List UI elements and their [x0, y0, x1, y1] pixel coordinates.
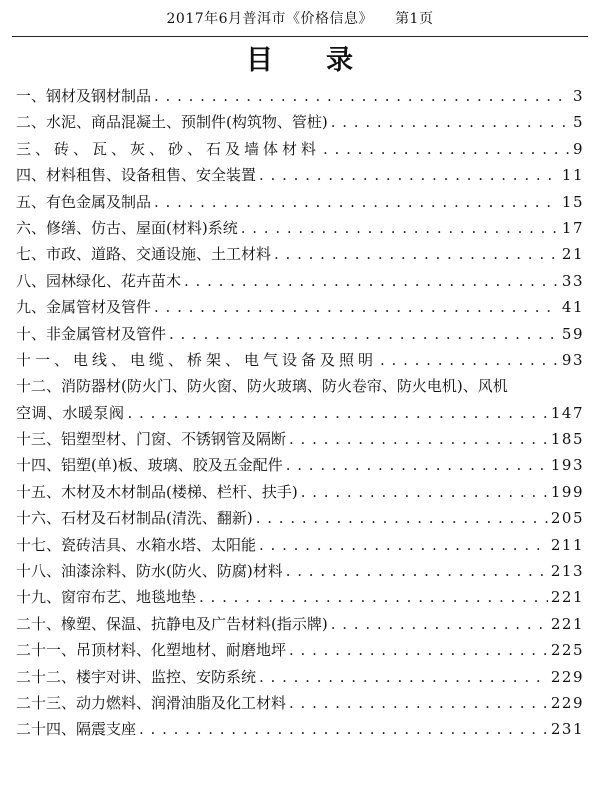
- toc-entry-page: 33: [561, 271, 584, 290]
- toc-entry-label: 五、有色金属及制品: [16, 192, 152, 211]
- toc-entry-label: 八、园林绿化、花卉苗木: [16, 271, 182, 290]
- toc-entry-label: 十四、铝塑(单)板、玻璃、胶及五金配件: [16, 456, 283, 475]
- toc-leader-dots: [184, 268, 559, 294]
- toc-leader-dots: [259, 664, 548, 690]
- toc-entry-page: 3: [572, 87, 584, 105]
- toc-entry-label: 二十一、吊顶材料、化塑地材、耐磨地坪: [16, 641, 287, 660]
- toc-entry-23[interactable]: [16, 690, 584, 716]
- toc-entry-page: 211: [550, 535, 584, 554]
- toc-entry-label: 六、修缮、仿古、屋面(材料)系统: [16, 218, 238, 237]
- toc-entry-label: 九、金属管材及管件: [16, 298, 152, 317]
- toc-entry-page: 93: [561, 350, 584, 369]
- toc-entry-label: 三、砖、瓦、灰、砂、石及墙体材料: [16, 139, 321, 158]
- toc-entry-label: 十、非金属管材及管件: [16, 324, 167, 343]
- header-text: 2017年6月普洱市《价格信息》: [166, 11, 374, 27]
- toc-entry-12[interactable]: [16, 373, 584, 399]
- toc-entry-page: 59: [561, 324, 584, 343]
- header-rule: [12, 36, 588, 37]
- toc-entry-4[interactable]: [16, 162, 584, 188]
- toc-entry-12-continued[interactable]: [16, 400, 584, 426]
- toc-entry-19[interactable]: [16, 584, 584, 610]
- toc-entry-21[interactable]: [16, 637, 584, 663]
- toc-leader-dots: [259, 162, 559, 188]
- toc-entry-14[interactable]: [16, 452, 584, 478]
- toc-entry-16[interactable]: [16, 505, 584, 531]
- toc-entry-page: 231: [550, 720, 584, 739]
- toc-entry-3[interactable]: [16, 136, 584, 162]
- toc-leader-dots: [154, 83, 570, 109]
- header-page-number: 第1页: [395, 11, 434, 27]
- toc-entry-page: 17: [561, 218, 584, 237]
- toc-entry-5[interactable]: [16, 189, 584, 215]
- toc-entry-label: 二十三、动力燃料、润滑油脂及化工材料: [16, 693, 287, 712]
- toc-entry-13[interactable]: [16, 426, 584, 452]
- toc-leader-dots: [331, 109, 570, 135]
- toc-entry-label: 十一、电线、电缆、桥架、电气设备及照明: [16, 350, 378, 369]
- page-title: [0, 38, 600, 77]
- toc-entry-page: 213: [550, 562, 584, 581]
- toc-leader-dots: [259, 532, 548, 558]
- toc-leader-dots: [256, 505, 548, 531]
- toc-leader-dots: [380, 347, 559, 373]
- title-char-2: 录: [326, 45, 354, 76]
- toc-leader-dots: [139, 716, 548, 742]
- toc-entry-label: 四、材料租售、设备租售、安全装置: [16, 166, 257, 185]
- toc-leader-dots: [128, 400, 548, 426]
- toc-leader-dots: [154, 189, 559, 215]
- toc-leader-dots: [289, 426, 548, 452]
- toc-entry-label: 十二、消防器材(防火门、防火窗、防火玻璃、防火卷帘、防火电机)、风机: [16, 377, 508, 396]
- toc-entry-label: 十六、石材及石材制品(清洗、翻新): [16, 509, 253, 528]
- toc-entry-label: 七、市政、道路、交通设施、土工材料: [16, 245, 272, 264]
- toc-leader-dots: [286, 452, 548, 478]
- toc-entry-2[interactable]: [16, 109, 584, 135]
- table-of-contents: [16, 83, 584, 743]
- toc-entry-label: 十八、油漆涂料、防水(防火、防腐)材料: [16, 562, 283, 581]
- toc-leader-dots: [289, 637, 548, 663]
- toc-entry-label: 二十、橡塑、保温、抗静电及广告材料(指示牌): [16, 614, 328, 633]
- toc-entry-22[interactable]: [16, 664, 584, 690]
- toc-entry-page: 15: [561, 192, 584, 211]
- toc-entry-page: 199: [550, 482, 584, 501]
- toc-entry-page: 193: [550, 456, 584, 475]
- toc-entry-label: 十五、木材及木材制品(楼梯、栏杆、扶手): [16, 482, 298, 501]
- title-char-1: 目: [246, 45, 274, 76]
- toc-entry-9[interactable]: [16, 294, 584, 320]
- toc-entry-15[interactable]: [16, 479, 584, 505]
- toc-entry-10[interactable]: [16, 321, 584, 347]
- toc-entry-page: 229: [550, 693, 584, 712]
- toc-leader-dots: [274, 241, 559, 267]
- toc-leader-dots: [169, 321, 559, 347]
- toc-entry-7[interactable]: [16, 241, 584, 267]
- toc-entry-page: 41: [561, 298, 584, 317]
- toc-entry-18[interactable]: [16, 558, 584, 584]
- toc-entry-8[interactable]: [16, 268, 584, 294]
- toc-entry-page: 21: [561, 245, 584, 264]
- page-header: [0, 8, 600, 28]
- toc-entry-label: 空调、水暖泵阀: [16, 403, 125, 422]
- toc-leader-dots: [301, 479, 548, 505]
- toc-entry-page: 185: [550, 430, 584, 449]
- toc-leader-dots: [323, 136, 570, 162]
- toc-entry-label: 二十四、隔震支座: [16, 720, 137, 739]
- toc-entry-label: 二十二、楼宇对讲、监控、安防系统: [16, 667, 257, 686]
- toc-entry-17[interactable]: [16, 532, 584, 558]
- toc-leader-dots: [241, 215, 559, 241]
- toc-entry-page: 205: [550, 509, 584, 528]
- toc-entry-label: 十七、瓷砖洁具、水箱水塔、太阳能: [16, 535, 257, 554]
- toc-entry-page: 9: [572, 139, 584, 158]
- toc-entry-page: 5: [572, 113, 584, 132]
- toc-entry-11[interactable]: [16, 347, 584, 373]
- toc-entry-24[interactable]: [16, 716, 584, 742]
- toc-entry-page: 11: [561, 166, 584, 185]
- toc-entry-label: 一、钢材及钢材制品: [16, 87, 152, 105]
- toc-entry-page: 147: [550, 403, 584, 422]
- toc-leader-dots: [331, 611, 548, 637]
- toc-entry-20[interactable]: [16, 611, 584, 637]
- toc-entry-6[interactable]: [16, 215, 584, 241]
- toc-entry-label: 十九、窗帘布艺、地毯地垫: [16, 588, 197, 607]
- toc-leader-dots: [199, 584, 548, 610]
- toc-entry-page: 229: [550, 667, 584, 686]
- toc-entry-label: 十三、铝塑型材、门窗、不锈钢管及隔断: [16, 430, 287, 449]
- toc-entry-page: 225: [550, 641, 584, 660]
- toc-entry-page: 221: [550, 614, 584, 633]
- toc-leader-dots: [154, 294, 559, 320]
- toc-entry-1[interactable]: [16, 83, 584, 109]
- toc-leader-dots: [289, 690, 548, 716]
- toc-entry-label: 二、水泥、商品混凝土、预制件(构筑物、管桩): [16, 113, 328, 132]
- toc-leader-dots: [286, 558, 548, 584]
- toc-entry-page: 221: [550, 588, 584, 607]
